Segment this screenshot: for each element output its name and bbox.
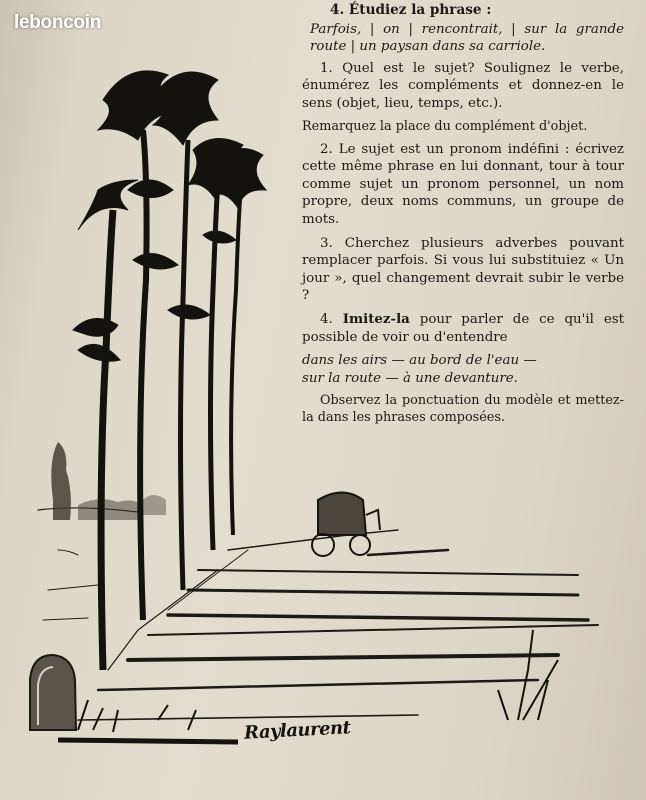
question-number: 4. xyxy=(320,311,333,327)
question-text: Quel est le sujet? Soulignez le verbe, énumérez les compléments et donnez-en le sens (objet, lieu, temps, etc.). xyxy=(302,60,624,111)
exercise-text xyxy=(302,2,624,432)
note-object-complement: Remarquez la place du complément d'objet. xyxy=(302,118,588,134)
exercise-heading: 4. Étudiez la phrase : xyxy=(330,2,492,18)
question-text: Cherchez plusieurs adverbes pouvant remplacer parfois. Si vous lui substituiez « Un jour », quel changement devrait subir le verbe ? xyxy=(302,235,624,304)
question-number: 2. xyxy=(320,141,333,157)
cart-with-horse xyxy=(312,493,380,557)
question-number: 3. xyxy=(320,235,333,251)
ground-lines xyxy=(38,508,598,720)
palm-trees xyxy=(73,71,266,670)
final-note: Observez la ponctuation du modèle et mettez-la dans les phrases composées. xyxy=(302,393,624,425)
question-text: pour parler de ce qu'il est possible de voir ou d'entendre xyxy=(302,311,624,345)
question-3 xyxy=(302,235,624,305)
milestone xyxy=(30,655,76,730)
examples-line: dans les airs — au bord de l'eau — xyxy=(302,353,537,369)
question-1 xyxy=(302,60,624,113)
question-bold-verb: Imitez-la xyxy=(342,310,410,327)
model-sentence: Parfois, | on | rencontrait, | sur la grande route | un paysan dans sa carriole. xyxy=(310,21,624,55)
distant-trees xyxy=(51,442,166,520)
question-text: Le sujet est un pronom indéfini : écrivez cette même phrase en lui donnant, tour à tour comme sujet un pronom personnel, un nom propre, deux noms communs, un groupe de mots. xyxy=(302,141,624,227)
watermark-logo: leboncoin xyxy=(14,12,102,33)
question-4 xyxy=(302,311,624,346)
examples-line: sur la route — à une devanture. xyxy=(302,370,518,386)
artist-signature: Raylaurent xyxy=(243,717,351,744)
question-4-examples xyxy=(302,352,624,387)
question-number: 1. xyxy=(320,60,333,76)
question-2 xyxy=(302,141,624,229)
